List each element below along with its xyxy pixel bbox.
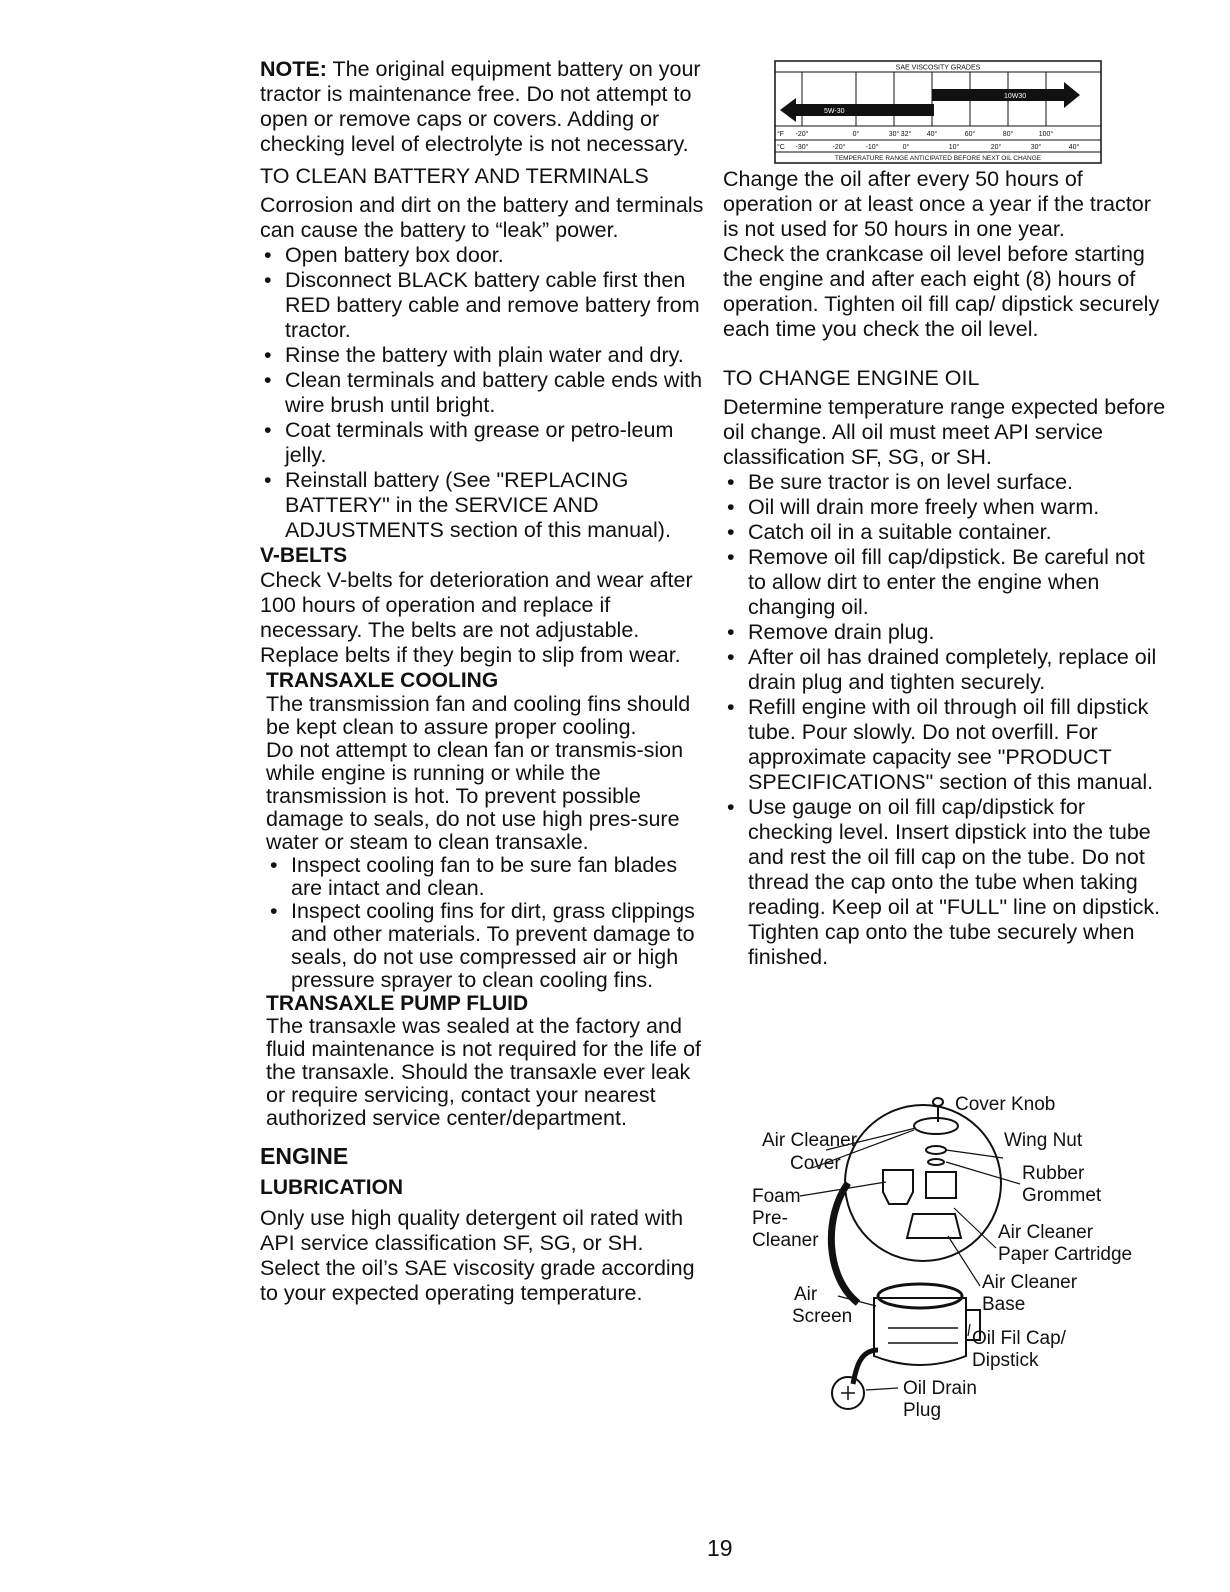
label-foam-2: Pre- [752,1208,788,1229]
list-item: • Oil will drain more freely when warm. [723,495,1168,520]
label-air-cleaner-cover-2: Cover [790,1153,841,1174]
oil-check-text: Check the crankcase oil level before starting the engine and after each eight (8) hours of operation. Tighten oil fill cap/ dipstick securely each time you check the oil level. [723,242,1160,341]
note-label: NOTE: [260,57,327,81]
list-item: • Disconnect BLACK battery cable first then RED battery cable and remove battery from tractor. [260,268,705,343]
tick-label: 30° [888,131,900,138]
label-air-cleaner-cover-1: Air Cleaner [762,1130,858,1151]
paper-cartridge-shape [926,1172,956,1198]
label-oil-fill-1: Oil Fil Cap/ [972,1328,1066,1349]
determine-text: Determine temperature range expected before oil change. All oil must meet API service classification SF, SG, or SH. [723,395,1166,469]
label-air-screen-2: Screen [792,1306,853,1327]
list-item: • Reinstall battery (See "REPLACING BATTERY" in the SERVICE AND ADJUSTMENTS section of this manual). [260,468,705,543]
cooling-text-2: Do not attempt to clean fan or transmis-sion while engine is running or while the transmission is hot. To prevent possible damage to seals, do not use high pres-sure water or steam to clean transaxle. [266,738,684,854]
wing-nut-shape [926,1146,946,1154]
tick-label: 40° [1068,144,1080,151]
label-paper-cartridge-1: Air Cleaner [998,1222,1094,1243]
right-column [723,167,1168,970]
transaxle-pump-heading: TRANSAXLE PUMP FLUID [266,992,529,1015]
engine-top-shape [878,1284,962,1308]
tick-label: 80° [1002,131,1014,138]
list-item: • Rinse the battery with plain water and dry. [260,343,705,368]
cover-shape [914,1118,958,1134]
chart-footer: TEMPERATURE RANGE ANTICIPATED BEFORE NEXT OIL CHANGE [834,155,1042,162]
list-item: • Remove oil fill cap/dipstick. Be careful not to allow dirt to enter the engine when changing oil. [723,545,1168,620]
list-item: • Catch oil in a suitable container. [723,520,1168,545]
list-item: • Use gauge on oil fill cap/dipstick for checking level. Insert dipstick into the tube and rest the oil fill cap on the tube. Do not thread the cap onto the tube when taking reading. Keep oil at "FULL" line on dipstick. Tighten cap onto the tube securely when finished. [723,795,1168,970]
vbelts-heading: V-BELTS [260,544,348,567]
label-paper-cartridge-2: Paper Cartridge [998,1244,1133,1265]
grommet-shape [928,1159,944,1165]
clean-battery-intro: Corrosion and dirt on the battery and terminals can cause the battery to “leak” power. [260,193,704,242]
air-cleaner-diagram [748,1088,1168,1428]
list-item: • Coat terminals with grease or petro-leum jelly. [260,418,705,468]
left-column [260,57,705,1306]
tick-label: 32° [900,131,912,138]
label-oil-drain-1: Oil Drain [903,1378,977,1399]
list-item: • Clean terminals and battery cable ends with wire brush until bright. [260,368,705,418]
change-oil-steps [723,470,1168,970]
label-wing-nut: Wing Nut [1004,1130,1083,1151]
lubrication-text: Only use high quality detergent oil rated with API service classification SF, SG, or SH. Select the oil’s SAE viscosity grade according to your expected operating temperature. [260,1206,695,1305]
label-air-cleaner-base-1: Air Cleaner [982,1272,1078,1293]
cover-knob-shape [933,1098,943,1106]
list-item: • After oil has drained completely, replace oil drain plug and tighten securely. [723,645,1168,695]
tick-label: 0° [902,144,910,151]
tick-label: -30° [795,144,809,151]
label-foam-1: Foam [752,1186,801,1207]
label-oil-fill-2: Dipstick [972,1350,1039,1371]
tick-label: 30° [1030,144,1042,151]
tick-label: -20° [795,131,809,138]
cooling-text-1: The transmission fan and cooling fins should be kept clean to assure proper cooling. [266,692,691,739]
tick-label: -10° [865,144,879,151]
clean-battery-heading: TO CLEAN BATTERY AND TERMINALS [260,164,649,188]
tick-label: -20° [832,144,846,151]
lubrication-heading: LUBRICATION [260,1176,404,1199]
engine-heading: ENGINE [260,1143,349,1169]
transaxle-pump-text: The transaxle was sealed at the factory and fluid maintenance is not required for the life of the transaxle. Should the transaxle ever leak or require servicing, contact your nearest authorized service center/department. [266,1014,702,1130]
page-number: 19 [707,1535,733,1561]
tick-label: 20° [990,144,1002,151]
chart-title: SAE VISCOSITY GRADES [895,64,981,72]
transaxle-cooling-heading: TRANSAXLE COOLING [266,669,499,692]
list-item: • Remove drain plug. [723,620,1168,645]
list-item: • Refill engine with oil through oil fill dipstick tube. Pour slowly. Do not overfill. For approximate capacity see "PRODUCT SPECIFICATIONS" section of this manual. [723,695,1168,795]
label-rubber-1: Rubber [1022,1163,1085,1184]
foam-precleaner-shape [883,1170,913,1204]
tick-label: 0° [852,131,860,138]
label-cover-knob: Cover Knob [955,1094,1056,1115]
list-item: • Open battery box door. [260,243,705,268]
label-foam-3: Cleaner [752,1230,819,1251]
label-air-screen-1: Air [794,1284,818,1305]
cooling-steps [266,854,705,992]
battery-note [260,57,705,157]
change-oil-heading: TO CHANGE ENGINE OIL [723,366,980,390]
clean-battery-steps [260,243,705,543]
label-air-cleaner-base-2: Base [982,1294,1026,1315]
base-shape [907,1214,961,1238]
grade-low-label: 5W-30 [824,108,845,115]
f-label: °F [777,131,785,138]
tick-label: 100° [1038,131,1054,138]
note-text: The original equipment battery on your tractor is maintenance free. Do not attempt to open or remove caps or covers. Adding or checking level of electrolyte is not necessary. [260,57,701,156]
grade-high-label: 10W30 [1004,93,1027,100]
c-label: °C [777,144,785,151]
list-item: • Inspect cooling fan to be sure fan blades are intact and clean. [266,854,705,900]
tick-label: 10° [948,144,960,151]
vbelts-text: Check V-belts for deterioration and wear after 100 hours of operation and replace if necessary. The belts are not adjustable. Replace belts if they begin to slip from wear. [260,568,693,667]
oil-change-interval: Change the oil after every 50 hours of operation or at least once a year if the tractor is not used for 50 hours in one year. [723,167,1151,241]
label-oil-drain-2: Plug [903,1400,942,1421]
sae-viscosity-chart [774,60,1102,164]
label-rubber-2: Grommet [1022,1185,1102,1206]
tick-label: 40° [926,131,938,138]
list-item: • Inspect cooling fins for dirt, grass clippings and other materials. To prevent damage to seals, do not use compressed air or high pressure sprayer to clean cooling fins. [266,900,705,992]
tick-label: 60° [964,131,976,138]
list-item: • Be sure tractor is on level surface. [723,470,1168,495]
